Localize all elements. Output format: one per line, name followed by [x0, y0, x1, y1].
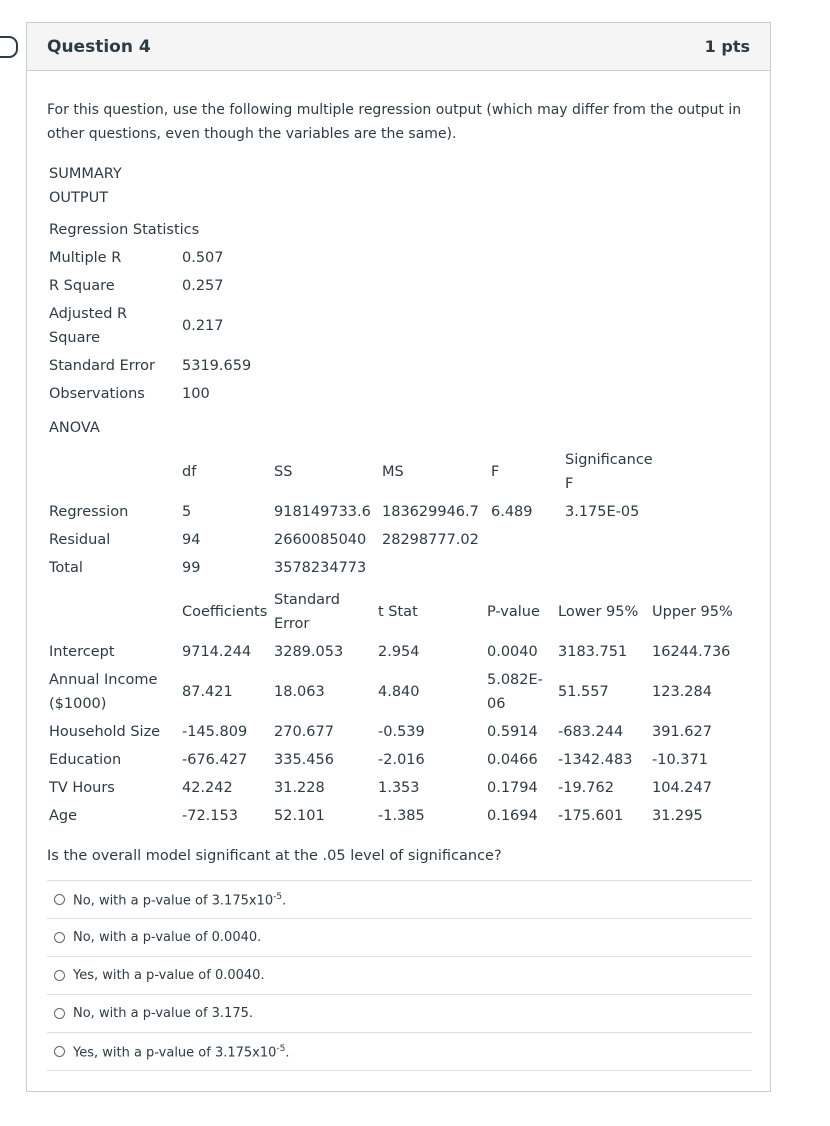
answer-label: Yes, with a p-value of 0.0040.	[73, 967, 265, 983]
table-row: Intercept 9714.244 3289.053 2.954 0.0040 3183.751 16244.736	[49, 644, 731, 660]
question-prompt: Is the overall model significant at the .05 level of significance?	[47, 848, 502, 864]
answer-option[interactable]	[47, 995, 752, 1033]
answer-label: No, with a p-value of 3.175.	[73, 1005, 254, 1021]
radio-button[interactable]	[54, 932, 65, 943]
table-header-row: df SS MS F Significance F	[182, 452, 653, 492]
regression-statistics-title: Regression Statistics	[49, 222, 200, 238]
answer-option[interactable]	[47, 957, 752, 995]
table-row: Household Size -145.809 270.677 -0.539 0.5914 -683.244 391.627	[49, 724, 712, 740]
answer-label: Yes, with a p-value of $3.175x10^{-5}$.	[73, 1044, 290, 1061]
answer-label: No, with a p-value of $3.175x10^{-5}$.	[73, 892, 287, 909]
question-title: Question 4	[47, 36, 151, 57]
table-row: R Square 0.257	[49, 278, 224, 294]
radio-button[interactable]	[54, 1008, 65, 1019]
summary-title: SUMMARY OUTPUT	[49, 166, 122, 206]
table-row: TV Hours 42.242 31.228 1.353 0.1794 -19.762 104.247	[49, 780, 712, 796]
answer-label: No, with a p-value of 0.0040.	[73, 929, 262, 945]
question-flag-marker[interactable]	[0, 36, 18, 58]
table-row: Annual Income ($1000) 87.421 18.063 4.840 5.082E-06 51.557 123.284	[49, 672, 712, 712]
answer-option[interactable]	[47, 1033, 752, 1071]
radio-button[interactable]	[54, 894, 65, 905]
table-row: Education -676.427 335.456 -2.016 0.0466 -1342.483 -10.371	[49, 752, 708, 768]
question-intro: For this question, use the following multiple regression output (which may differ from the output in other questions, even though the variables are the same).	[47, 102, 742, 142]
table-row: Age -72.153 52.101 -1.385 0.1694 -175.601 31.295	[49, 808, 703, 824]
table-row: Adjusted R Square 0.217	[49, 306, 224, 346]
table-row: Observations 100	[49, 386, 210, 402]
question-header	[27, 23, 770, 71]
answer-list	[47, 880, 752, 1071]
radio-button[interactable]	[54, 970, 65, 981]
table-header-row: Coefficients Standard Error t Stat P-value Lower 95% Upper 95%	[182, 592, 733, 632]
question-card	[26, 22, 771, 1092]
table-row: Residual 94 2660085040 28298777.02	[49, 532, 479, 548]
summary-table	[49, 160, 276, 442]
coefficients-table	[49, 586, 741, 830]
question-body	[47, 98, 752, 1071]
question-points: 1 pts	[704, 37, 750, 56]
radio-button[interactable]	[54, 1046, 65, 1057]
anova-title: ANOVA	[49, 420, 100, 436]
answer-option[interactable]	[47, 919, 752, 957]
table-row: Multiple R 0.507	[49, 250, 224, 266]
table-row: Regression 5 918149733.6 183629946.7 6.489 3.175E-05	[49, 504, 640, 520]
answer-option[interactable]	[47, 881, 752, 919]
table-row: Total 99 3578234773	[49, 560, 367, 576]
anova-table	[49, 446, 657, 582]
table-row: Standard Error 5319.659	[49, 358, 252, 374]
